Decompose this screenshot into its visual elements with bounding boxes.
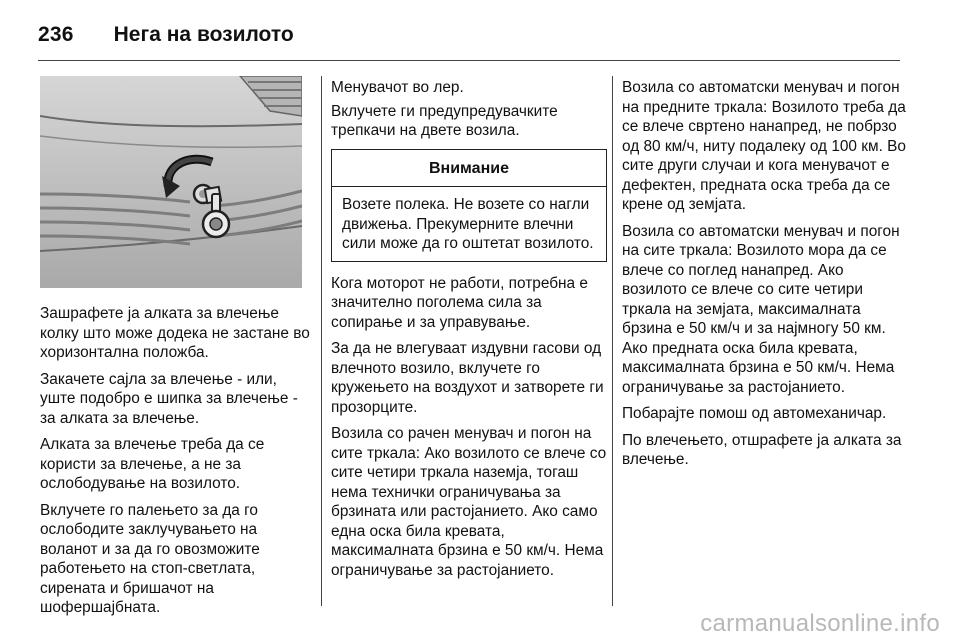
page-title: Нега на возилото bbox=[113, 23, 294, 46]
column-2 bbox=[331, 78, 607, 587]
col1-paragraph: Вклучете го палењето за да го ослободите заклучувањето на воланот и за да го овозможите работењето на стоп-светлата, сирената и бришачот на шофершајбната. bbox=[40, 501, 260, 616]
site-watermark: carmanualsonline.info bbox=[700, 610, 940, 637]
col2-intro-line: Вклучете ги предупредувачките трепкачи на двете возила. bbox=[331, 102, 558, 139]
col2-paragraph: За да не влегуваат издувни гасови од влечното возило, вклучете го кружењето на воздухот и затворете ги прозорците. bbox=[331, 340, 604, 416]
col2-intro-line: Менувачот во лер. bbox=[331, 79, 464, 96]
col3-paragraph: Побарајте помош од автомеханичар. bbox=[622, 405, 887, 422]
col2-paragraph: Возила со рачен менувач и погон на сите тркала: Ако возилото се влече со сите четири тркала наземја, тогаш нема технички ограничувања за брзината или растојанието. Ако само една оска била кревата, максималната брзина е 50 км/ч. Нема ограничување за растојанието. bbox=[331, 425, 607, 579]
warning-body bbox=[332, 187, 606, 261]
col3-paragraph: Возила со автоматски менувач и погон на сите тркала: Возилото мора да се влече со поглед нанапред. Ако возилото се влече со сите четири тркала на земјата, максималната брзина е 50 км/ч и за најмногу 50 км. Ако предната оска била кревата, максималната брзина е 50 км/ч. Нема ограничување за растојанието. bbox=[622, 222, 900, 396]
col1-paragraph: Закачете сајла за влечење - или, уште подобро е шипка за влечење - за алката за влечење. bbox=[40, 370, 298, 427]
tow-eye-illustration bbox=[40, 76, 302, 288]
column-divider-1 bbox=[321, 76, 322, 606]
col3-paragraph: Возила со автоматски менувач и погон на предните тркала: Возилото треба да се влече свртено нанапред, не побрзо од 80 км/ч, ниту подалеку од 100 км. Во сите други случаи и кога менувачот е дефектен, предната оска треба да се крене од земјата. bbox=[622, 79, 906, 213]
page-header bbox=[38, 18, 294, 52]
warning-text: Возете полека. Не возете со нагли движења. Прекумерните влечни сили може да го оштетат возилото. bbox=[342, 196, 594, 252]
warning-heading: Внимание bbox=[332, 150, 606, 188]
col3-paragraph: По влечењето, отшрафете ја алката за влечење. bbox=[622, 431, 902, 468]
column-3 bbox=[622, 78, 912, 477]
column-divider-2 bbox=[612, 76, 613, 606]
col1-paragraph: Алката за влечење треба да се користи за влечење, а не за ослободување на возилото. bbox=[40, 436, 265, 492]
col1-paragraph: Зашрафете ја алката за влечење колку што може додека не застане во хоризонтална положба. bbox=[40, 305, 310, 361]
header-rule bbox=[38, 60, 900, 61]
column-1 bbox=[40, 304, 312, 625]
page-number: 236 bbox=[38, 23, 74, 46]
col2-paragraph: Кога моторот не работи, потребна е значително поголема сила за сопирање и за управување. bbox=[331, 274, 588, 331]
warning-box bbox=[331, 149, 607, 262]
tow-eye-drawing bbox=[40, 76, 302, 288]
